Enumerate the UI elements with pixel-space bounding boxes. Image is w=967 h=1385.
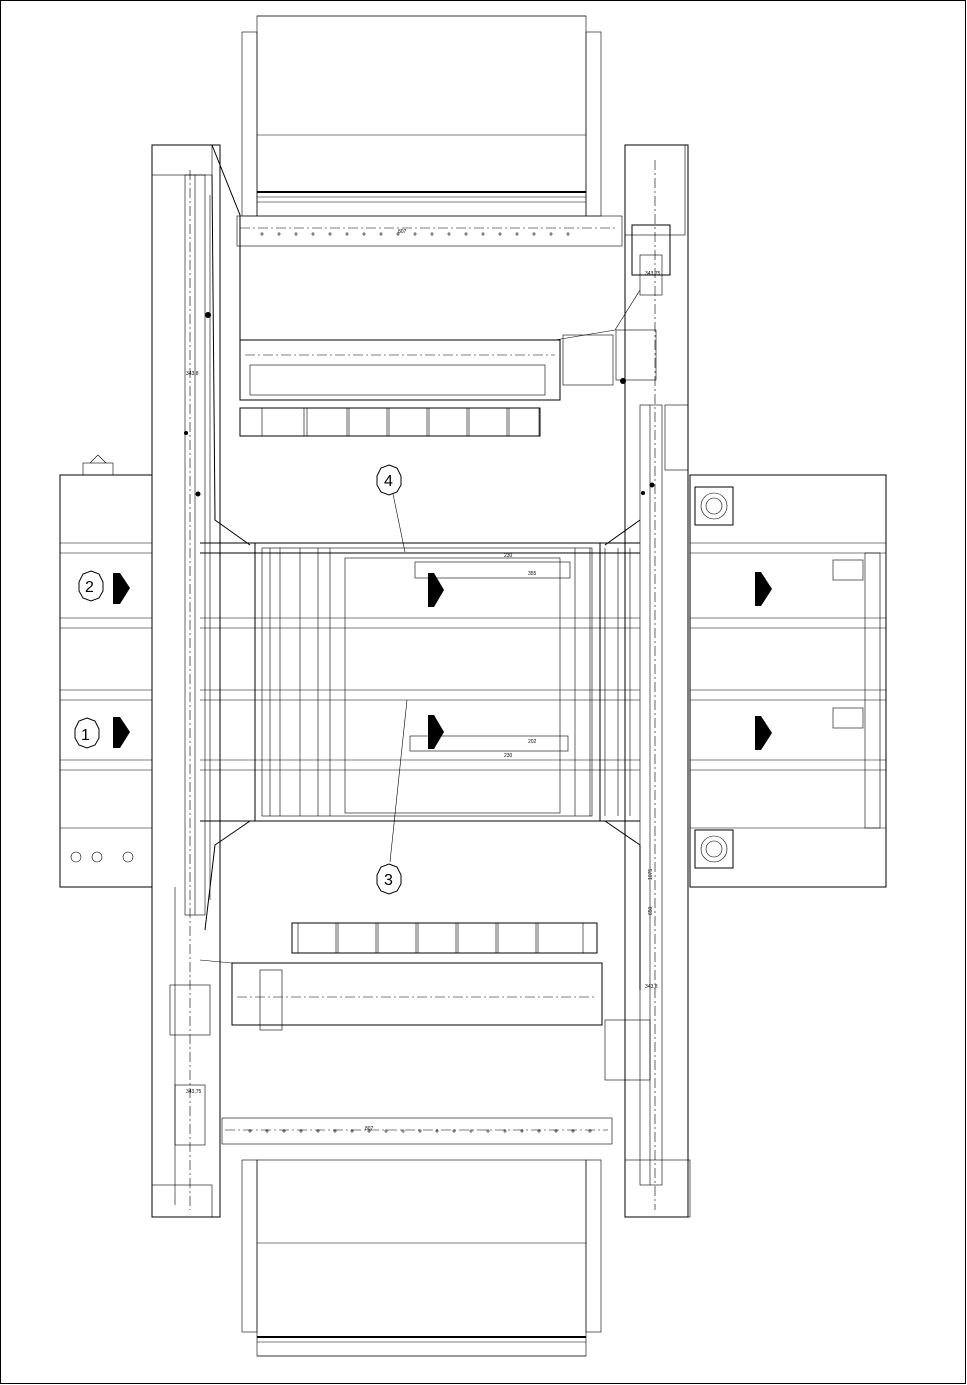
dim-upper-offset: 230 (504, 553, 513, 559)
plate-plus-mark (554, 1129, 558, 1133)
callout-3 (377, 864, 401, 894)
plate-plus-mark (486, 1129, 490, 1133)
dim-side-rail: 1075 (648, 868, 654, 880)
plate-plus-mark (481, 232, 485, 236)
plate-plus-mark (503, 1129, 507, 1133)
plate-plus-mark (294, 232, 298, 236)
callout-2 (79, 571, 103, 601)
plate-plus-mark (537, 1129, 541, 1133)
dim-left-upper: 343,8 (186, 371, 199, 377)
right-frame (616, 145, 690, 1217)
plate-plus-mark (299, 1129, 303, 1133)
flow-direction-arrow-icon (113, 573, 130, 604)
plate-plus-mark (282, 1129, 286, 1133)
sheet-border (1, 1, 966, 1384)
plate-plus-mark (260, 232, 264, 236)
plate-plus-mark (328, 232, 332, 236)
plate-plus-mark (311, 232, 315, 236)
plate-plus-mark (333, 1129, 337, 1133)
plate-plus-mark (452, 1129, 456, 1133)
flow-direction-arrow-icon (755, 572, 772, 606)
dim-lower-beam: 202 (528, 739, 537, 745)
lower-roller-assembly (170, 923, 650, 1080)
plate-plus-mark (464, 232, 468, 236)
dim-bottom-width: 807 (365, 1126, 374, 1132)
plate-plus-mark (430, 232, 434, 236)
dim-right-upper: 343,75 (645, 271, 661, 277)
plate-plus-mark (418, 1129, 422, 1133)
dim-left-lower: 343,75 (186, 1089, 202, 1095)
plate-plus-mark (520, 1129, 524, 1133)
flow-arrows (113, 572, 772, 750)
plate-plus-mark (379, 232, 383, 236)
flow-direction-arrow-icon (113, 717, 130, 748)
plate-plus-mark (549, 232, 553, 236)
right-outfeed (690, 475, 886, 887)
dim-side-rail-2: 650 (648, 906, 654, 915)
plate-plus-mark (498, 232, 502, 236)
callout-4-label: 4 (384, 473, 393, 490)
bottom-conveyor (222, 1118, 612, 1356)
plate-plus-mark (413, 232, 417, 236)
plate-plus-mark (265, 1129, 269, 1133)
left-frame (152, 145, 220, 1217)
flow-direction-arrow-icon (428, 715, 444, 749)
dim-top-width: 807 (398, 229, 407, 235)
plate-plus-mark (362, 232, 366, 236)
plate-plus-mark (316, 1129, 320, 1133)
callout-2-label: 2 (85, 579, 94, 596)
plate-plus-mark (571, 1129, 575, 1133)
callout-1 (75, 718, 99, 748)
top-conveyor (237, 16, 622, 246)
plate-plus-mark (532, 232, 536, 236)
plate-plus-mark (277, 232, 281, 236)
plate-plus-mark (515, 232, 519, 236)
callout-1-label: 1 (81, 727, 90, 744)
upper-roller-assembly (240, 290, 640, 436)
callout-4 (377, 465, 401, 495)
plate-plus-mark (350, 1129, 354, 1133)
plate-plus-mark (401, 1129, 405, 1133)
dim-right-lower: 343,8 (645, 984, 658, 990)
center-frame (200, 145, 640, 990)
callout-3-label: 3 (384, 872, 393, 889)
plate-plus-mark (588, 1129, 592, 1133)
callout-3-leader (390, 700, 407, 862)
plate-plus-mark (384, 1129, 388, 1133)
dim-upper-beam: 355 (528, 571, 537, 577)
plate-plus-mark (469, 1129, 473, 1133)
dim-lower-offset: 230 (504, 753, 513, 759)
plate-plus-mark (435, 1129, 439, 1133)
plate-plus-mark (248, 1129, 252, 1133)
dimensions (186, 229, 661, 1132)
plate-plus-mark (566, 232, 570, 236)
left-infeed (60, 455, 152, 887)
plate-plus-mark (345, 232, 349, 236)
plate-plus-mark (447, 232, 451, 236)
flow-direction-arrow-icon (755, 716, 772, 750)
